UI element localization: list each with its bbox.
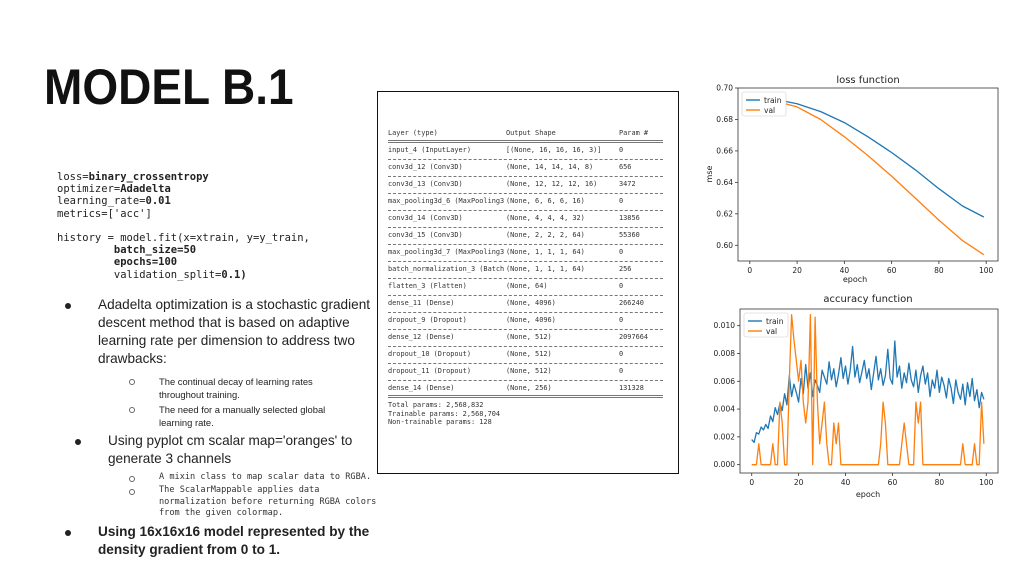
row-separator	[388, 325, 663, 334]
y-tick-label: 0.002	[713, 432, 735, 442]
x-axis-label: epoch	[842, 275, 868, 284]
bullet-pyplot: Using pyplot cm scalar map='oranges' to generate 3 channels	[108, 433, 353, 466]
summary-layer-row	[388, 333, 663, 342]
loss-label: loss=	[57, 171, 89, 183]
sub-bullet-scalarmappable: The ScalarMappable applies data normalization before returning RGBA colors from the given colormap.	[159, 485, 377, 518]
summary-layer-row	[388, 146, 663, 155]
row-separator	[388, 206, 663, 215]
chart-title: loss function	[836, 75, 900, 86]
layer-output-shape: (None, 6, 6, 6, 16)	[506, 197, 585, 205]
non-trainable-params: Non-trainable params: 128	[388, 418, 492, 426]
total-params: Total params: 2,568,832	[388, 401, 484, 409]
layer-name: dropout_9 (Dropout)	[388, 316, 467, 324]
optimizer-label: optimizer=	[57, 183, 121, 196]
layer-output-shape: (None, 4096)	[506, 316, 556, 324]
y-tick-label: 0.64	[716, 177, 733, 187]
x-tick-label: 20	[792, 266, 802, 275]
layer-name: dropout_10 (Dropout)	[388, 350, 471, 358]
layer-param-count: 0	[619, 316, 624, 324]
summary-layer-row	[388, 197, 663, 206]
x-tick-label: 80	[934, 266, 944, 275]
legend-label: val	[764, 106, 776, 115]
row-separator	[388, 172, 663, 181]
summary-layer-row	[388, 231, 663, 240]
model-summary-panel	[377, 91, 679, 474]
metrics-line: metrics=['acc']	[57, 207, 152, 220]
slide-title: MODEL B.1	[44, 59, 294, 115]
y-tick-label: 0.68	[716, 114, 733, 124]
sub-bullet-mixin: A mixin class to map scalar data to RGBA.	[159, 472, 372, 482]
validation-value: 0.1)	[221, 268, 247, 281]
layer-name: conv3d_12 (Conv3D)	[388, 163, 463, 171]
validation-label: validation_split=	[113, 268, 222, 281]
learning-rate-value: 0.01	[145, 195, 171, 208]
summary-layer-row	[388, 384, 663, 393]
loss-value: binary_crossentropy	[88, 171, 209, 183]
layer-output-shape: (None, 2, 2, 2, 64)	[506, 231, 585, 239]
double-separator	[388, 138, 663, 147]
row-separator	[388, 240, 663, 249]
layer-name: dropout_11 (Dropout)	[388, 367, 471, 375]
layer-param-count: 656	[619, 163, 632, 171]
x-tick-label: 100	[979, 266, 994, 275]
layer-param-count: 55360	[619, 231, 640, 239]
row-separator	[388, 223, 663, 232]
batch-size-line: batch_size=50	[113, 244, 197, 257]
layer-param-count: 266240	[619, 299, 644, 307]
bullet-model-size: Using 16x16x16 model represented by the density gradient from 0 to 1.	[98, 524, 370, 557]
layer-param-count: 0	[619, 146, 624, 154]
x-tick-label: 40	[839, 266, 850, 275]
layer-param-count: 0	[619, 282, 624, 290]
x-tick-label: 20	[793, 478, 804, 487]
loss-chart	[700, 70, 1010, 290]
x-tick-label: 80	[934, 478, 945, 487]
layer-name: flatten_3 (Flatten)	[388, 282, 467, 290]
optimizer-value: Adadelta	[120, 183, 171, 196]
double-separator	[388, 393, 663, 402]
layer-name: dense_11 (Dense)	[388, 299, 455, 307]
summary-header-row	[388, 129, 663, 138]
sub-bullet-dot	[129, 379, 135, 385]
layer-output-shape: (None, 1, 1, 1, 64)	[506, 265, 585, 273]
summary-layer-row	[388, 214, 663, 223]
header-layer: Layer (type)	[388, 129, 438, 137]
bullet-dot	[65, 530, 71, 536]
training-code	[57, 171, 310, 281]
sub-bullet-decay: The continual decay of learning rates throughout training.	[159, 376, 313, 401]
y-tick-label: 0.66	[716, 146, 733, 156]
layer-output-shape: (None, 1, 1, 1, 64)	[506, 248, 585, 256]
sub-bullet-dot	[129, 407, 135, 413]
layer-name: batch_normalization_3 (Batch	[388, 265, 505, 273]
legend-label: train	[766, 317, 784, 326]
row-separator	[388, 274, 663, 283]
y-tick-label: 0.008	[713, 348, 735, 358]
x-tick-label: 60	[886, 266, 897, 275]
y-tick-label: 0.006	[713, 376, 735, 386]
trainable-params: Trainable params: 2,568,704	[388, 409, 501, 418]
sub-bullet-global-lr: The need for a manually selected global learning rate.	[159, 404, 326, 429]
layer-output-shape: [(None, 16, 16, 16, 3)]	[506, 146, 602, 154]
header-param: Param #	[619, 129, 649, 137]
layer-output-shape: (None, 512)	[506, 367, 552, 375]
layer-output-shape: (None, 256)	[506, 384, 552, 392]
y-tick-label: 0.62	[716, 209, 733, 219]
bullet-dot	[65, 303, 71, 309]
layer-name: dense_12 (Dense)	[388, 333, 455, 341]
layer-param-count: 0	[619, 350, 624, 358]
row-separator	[388, 376, 663, 385]
layer-output-shape: (None, 512)	[506, 350, 552, 358]
row-separator	[388, 189, 663, 198]
learning-rate-label: learning_rate=	[57, 195, 146, 208]
x-tick-label: 60	[887, 478, 898, 487]
x-tick-label: 0	[747, 266, 753, 275]
row-separator	[388, 342, 663, 351]
layer-output-shape: (None, 4096)	[506, 299, 556, 307]
layer-name: conv3d_14 (Conv3D)	[388, 214, 463, 222]
legend-label: train	[764, 96, 782, 105]
layer-name: conv3d_15 (Conv3D)	[388, 231, 463, 239]
summary-layer-row	[388, 265, 663, 274]
layer-name: max_pooling3d_6 (MaxPooling3	[388, 197, 505, 205]
legend-label: val	[766, 327, 778, 336]
y-tick-label: 0.004	[713, 404, 735, 414]
accuracy-plot-area	[714, 309, 998, 487]
summary-layer-row	[388, 316, 663, 325]
history-line: history = model.fit(x=xtrain, y=y_train,	[57, 232, 310, 245]
sub-bullet-dot	[129, 476, 135, 482]
summary-layer-row	[388, 282, 663, 291]
epochs-line: epochs=100	[113, 256, 178, 269]
x-tick-label: 40	[840, 478, 851, 487]
x-axis-label: epoch	[855, 490, 881, 499]
layer-name: max_pooling3d_7 (MaxPooling3	[388, 248, 505, 256]
layer-param-count: 0	[619, 197, 624, 205]
x-tick-label: 0	[749, 478, 755, 487]
y-tick-label: 0.60	[716, 240, 733, 250]
row-separator	[388, 155, 663, 164]
summary-layer-row	[388, 180, 663, 189]
layer-name: input_4 (InputLayer)	[388, 146, 471, 154]
layer-param-count: 131328	[619, 384, 644, 392]
layer-param-count: 3472	[619, 180, 636, 188]
accuracy-chart	[700, 289, 1010, 504]
bullet-dot	[75, 439, 81, 445]
y-tick-label: 0.70	[716, 83, 733, 93]
layer-output-shape: (None, 14, 14, 14, 8)	[506, 163, 594, 171]
sub-bullet-dot	[129, 489, 135, 495]
layer-output-shape: (None, 512)	[506, 333, 552, 341]
layer-param-count: 2097664	[619, 333, 649, 341]
x-tick-label: 100	[979, 478, 994, 487]
loss-plot-area	[716, 84, 998, 276]
summary-layer-row	[388, 350, 663, 359]
layer-name: conv3d_13 (Conv3D)	[388, 180, 463, 188]
y-tick-label: 0.010	[713, 321, 735, 331]
summary-layer-row	[388, 367, 663, 376]
row-separator	[388, 257, 663, 266]
layer-param-count: 0	[619, 248, 624, 256]
layer-name: dense_14 (Dense)	[388, 384, 455, 392]
layer-param-count: 0	[619, 367, 624, 375]
chart-title: accuracy function	[823, 294, 913, 305]
y-axis-label: mse	[705, 165, 714, 183]
summary-layer-row	[388, 163, 663, 172]
row-separator	[388, 359, 663, 368]
header-output-shape: Output Shape	[506, 129, 556, 137]
summary-layer-row	[388, 299, 663, 308]
summary-layer-row	[388, 248, 663, 257]
layer-output-shape: (None, 4, 4, 4, 32)	[506, 214, 585, 222]
layer-param-count: 256	[619, 265, 632, 273]
row-separator	[388, 291, 663, 300]
layer-output-shape: (None, 12, 12, 12, 16)	[506, 180, 598, 188]
row-separator	[388, 308, 663, 317]
y-tick-label: 0.000	[713, 460, 735, 470]
layer-param-count: 13856	[619, 214, 640, 222]
bullet-adadelta: Adadelta optimization is a stochastic gradient descent method that is based on adaptive learning rate per dimension to address two drawbacks:	[98, 297, 371, 366]
model-summary-text	[388, 129, 663, 427]
layer-output-shape: (None, 64)	[506, 282, 548, 290]
